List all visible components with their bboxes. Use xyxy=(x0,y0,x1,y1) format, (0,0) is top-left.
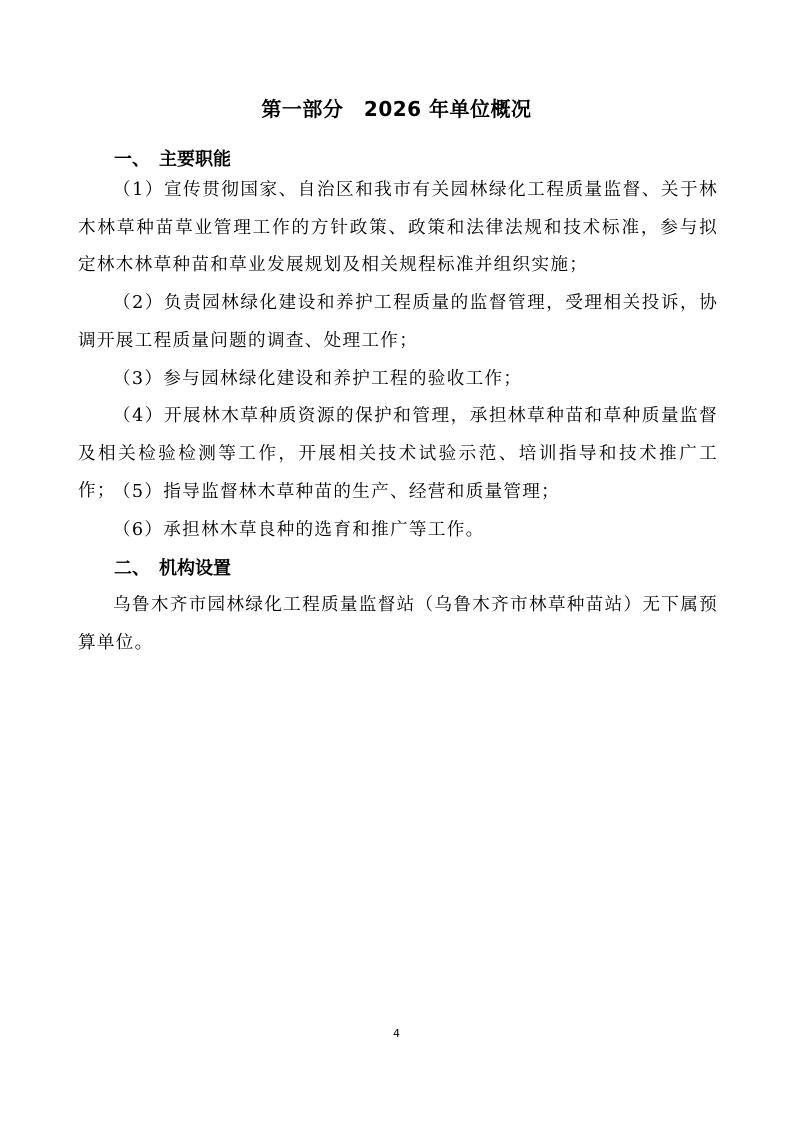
paragraph-function-6: （6）承担林木草良种的选育和推广等工作。 xyxy=(113,520,485,540)
section-heading-functions: 一、 主要职能 xyxy=(114,149,231,170)
page-number: 4 xyxy=(393,1027,400,1040)
paragraph-function-5: （5）指导监督林木草种苗的生产、经营和质量管理； xyxy=(113,482,561,502)
paragraph-function-2: （2）负责园林绿化建设和养护工程质量的监督管理，受理相关投诉，协调开展工程质量问题的调查、处理工作； xyxy=(78,293,718,351)
paragraph-organization: 乌鲁木齐市园林绿化工程质量监督站（乌鲁木齐市林草种苗站）无下属预算单位。 xyxy=(78,595,718,653)
paragraph-function-4: （4）开展林木草种质资源的保护和管理，承担林草种苗和草种质量监督及相关检验检测等工作，开展相关技术试验示范、培训指导和技术推广工作； xyxy=(78,406,718,502)
page-title: 第一部分 2026 年单位概况 xyxy=(261,97,532,121)
paragraph-function-3: （3）参与园林绿化建设和养护工程的验收工作； xyxy=(113,369,523,389)
paragraph-function-1: （1）宣传贯彻国家、自治区和我市有关园林绿化工程质量监督、关于林木林草种苗草业管理工作的方针政策、政策和法律法规和技术标准，参与拟定林木林草种苗和草业发展规划及相关规程标准并组织实施； xyxy=(78,180,718,276)
section-heading-organization: 二、 机构设置 xyxy=(114,558,231,579)
